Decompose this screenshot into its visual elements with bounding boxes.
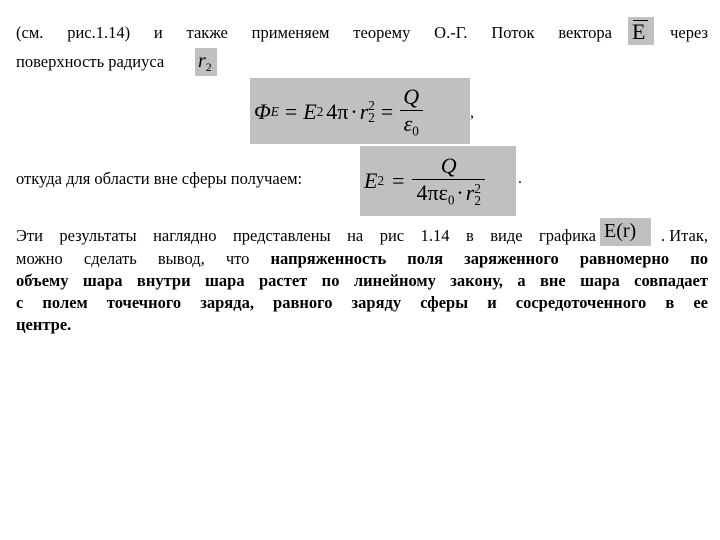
equation2: E 2 = Q $4\pi\varepsilon_0\cdot r$ 2 2	[364, 152, 485, 210]
p2-trail: .	[518, 170, 522, 187]
p1-line1-text: (см. рис.1.14) и также применяем теорему О.-Г. Поток вектора	[16, 23, 612, 42]
equation2-box	[360, 146, 516, 216]
equation1: Φ E = E 2 4π · r 2 2 = $\frac{Q}{\varepsilon_0}$	[254, 86, 423, 138]
p1-line2: поверхность радиуса	[16, 52, 165, 71]
p3-line1-text: Эти результаты наглядно представлены на рис 1.14 в виде графика	[16, 226, 596, 245]
r2-symbol: $r_2$	[198, 50, 212, 75]
p3-line2-bold: напряженность поля заряженного равномерно по	[270, 249, 709, 268]
vector-e-box	[628, 17, 654, 45]
vector-e-symbol: E	[632, 19, 645, 45]
graph-label-box	[600, 218, 651, 246]
r2-box	[195, 48, 217, 76]
equation1-trail: ,	[470, 104, 474, 121]
vector-bar	[633, 20, 648, 21]
p3-line3: объему шара внутри шара растет по линейному закону, а вне шара совпадает	[16, 271, 708, 290]
equation1-fraction: $\frac{Q}{\varepsilon_0}$	[399, 84, 423, 140]
p3-line5: центре.	[16, 315, 72, 334]
p2-text: откуда для области вне сферы получаем:	[16, 169, 303, 188]
equation2-fraction: Q $4\pi\varepsilon_0\cdot r$ 2 2	[412, 153, 484, 209]
p3-line4: с полем точечного заряда, равного заряду сферы и сосредоточенного в ее	[16, 293, 708, 312]
p1-line1-after: через	[670, 23, 708, 42]
p3-line2-normal: можно сделать вывод, что	[16, 249, 250, 268]
graph-label: E(r)	[604, 220, 637, 242]
equation1-box	[250, 78, 470, 144]
p3-line1-after: . Итак,	[660, 226, 708, 245]
p3-line2	[16, 248, 708, 270]
